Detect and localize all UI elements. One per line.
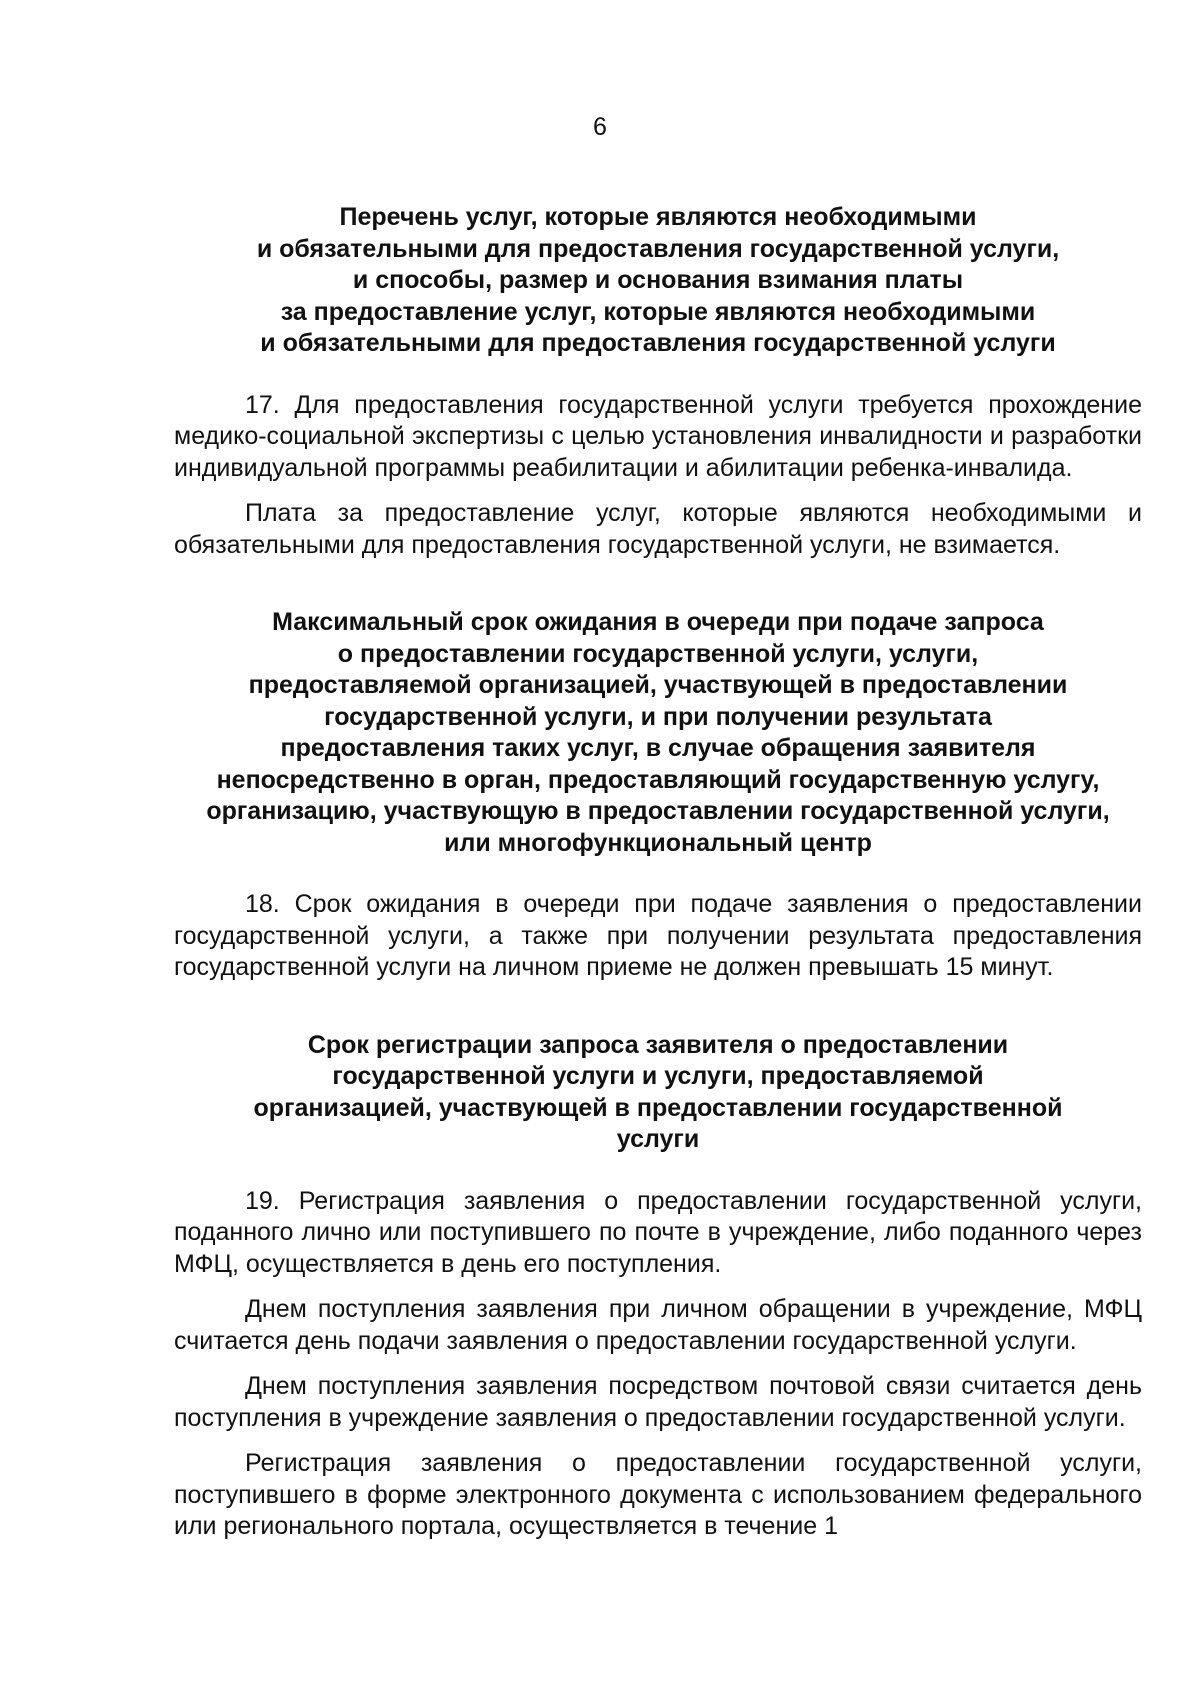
paragraph: 19. Регистрация заявления о предоставлении государственной услуги, поданного лично или поступившего по почте в учреждение, либо поданного через МФЦ, осуществляется в день его поступления. [174,1186,1142,1278]
section-queue-wait-time [174,607,1142,984]
paragraph: Плата за предоставление услуг, которые являются необходимыми и обязательными для предоставления государственной услуги, не взимается. [174,499,1142,559]
paragraph: Регистрация заявления о предоставлении государственной услуги, поступившего в форме электронного документа с использованием федерального или регионального портала, осуществляется в течение 1 [174,1449,1142,1540]
section-registration-period [174,1030,1142,1543]
section-required-services [174,202,1142,561]
section-heading: Перечень услуг, которые являются необходимыми и обязательными для предоставления государственной услуги, и способы, размер и основания взимания платы за предоставление услуг, которые являются необходимыми и обязательными для предоставления государственной услуги [256,203,1060,357]
section-heading: Срок регистрации запроса заявителя о предоставлении государственной услуги и услуги, предоставляемой организацией, участвующей в предоставлении государственной услуги [253,1030,1063,1153]
paragraph: Днем поступления заявления при личном обращении в учреждение, МФЦ считается день подачи заявления о предоставлении государственной услуги. [174,1295,1142,1355]
page-number: 6 [593,113,607,141]
section-heading: Максимальный срок ожидания в очереди при подаче запроса о предоставлении государственной услуги, услуги, предоставляемой организацией, участвующей в предоставлении государственной услуги, и при получении результата предоставления таких услуг, в случае обращения заявителя непосредственно в орган, предоставляющий государственную услугу, организацию, участвующую в предоставлении государственной услуги, или многофункциональный центр [206,608,1110,857]
paragraph: Днем поступления заявления посредством почтовой связи считается день поступления в учреждение заявления о предоставлении государственной услуги. [174,1372,1142,1432]
paragraph: 18. Срок ожидания в очереди при подаче заявления о предоставлении государственной услуги, а также при получении результата предоставления государственной услуги на личном приеме не должен превышать 15 минут. [174,890,1142,981]
document-body [174,202,1142,1543]
paragraph: 17. Для предоставления государственной услуги требуется прохождение медико-социальной экспертизы с целью установления инвалидности и разработки индивидуальной программы реабилитации и абилитации ребенка-инвалида. [174,390,1142,482]
